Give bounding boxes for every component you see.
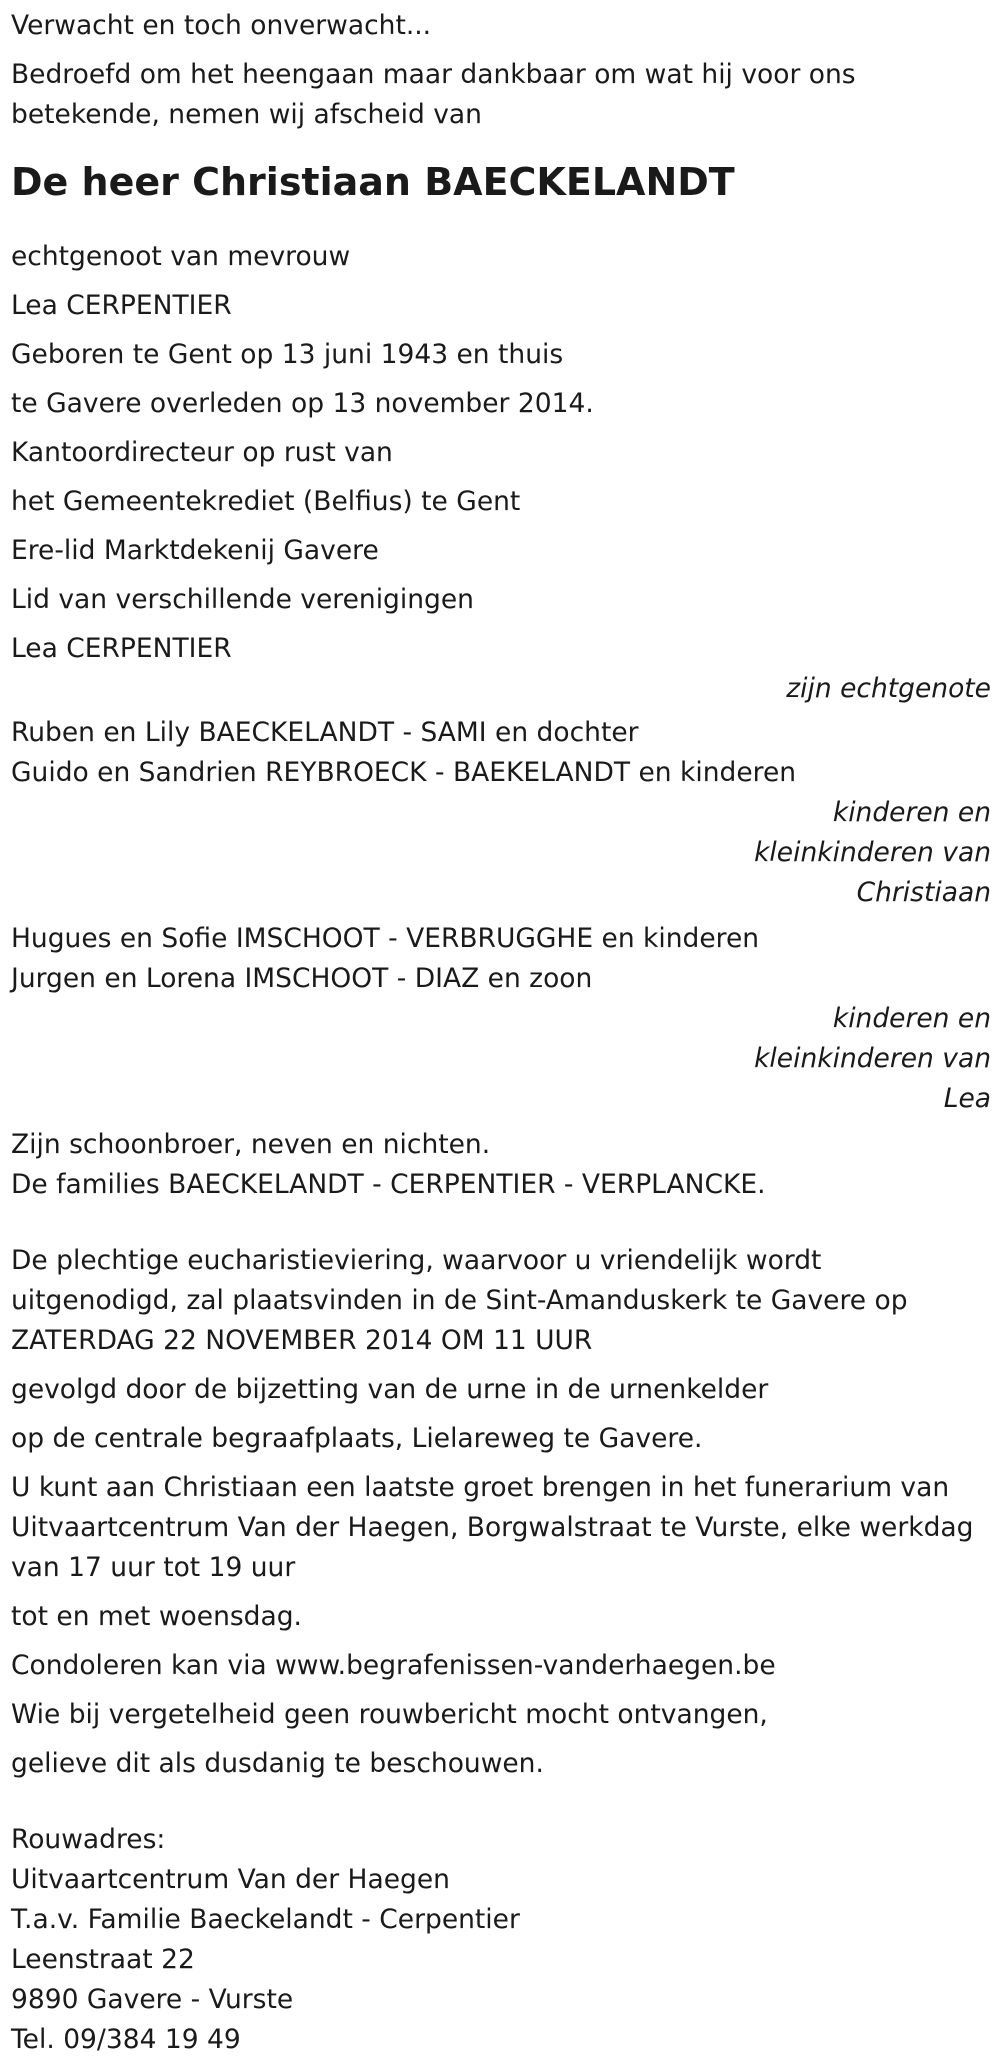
intro-line: Bedroefd om het heengaan maar dankbaar om wat hij voor ons (11, 59, 856, 90)
obituary-document (11, 0, 991, 2060)
address-line: T.a.v. Familie Baeckelandt - Cerpentier (11, 1904, 520, 1935)
family-role-line: Lea (943, 1083, 991, 1114)
intro-line: Verwacht en toch onverwacht... (11, 10, 432, 41)
intro-line: betekende, nemen wij afscheid van (11, 99, 482, 130)
address-line: Uitvaartcentrum Van der Haegen (11, 1864, 450, 1895)
ceremony-line: uitgenodigd, zal plaatsvinden in de Sint-Amanduskerk te Gavere op (11, 1285, 908, 1316)
detail-line: Geboren te Gent op 13 juni 1943 en thuis (11, 339, 564, 370)
detail-line: Lea CERPENTIER (11, 633, 232, 664)
ceremony-line: De plechtige eucharistieviering, waarvoor u vriendelijk wordt (11, 1245, 822, 1276)
detail-line: Ere-lid Marktdekenij Gavere (11, 535, 379, 566)
notice-line: gelieve dit als dusdanig te beschouwen. (11, 1748, 544, 1779)
deceased-name: De heer Christiaan BAECKELANDT (11, 160, 735, 204)
family-role-line: kinderen en (832, 1003, 991, 1034)
visit-line: van 17 uur tot 19 uur (11, 1552, 296, 1583)
address-line: 9890 Gavere - Vurste (11, 1984, 294, 2015)
visit-line: tot en met woensdag. (11, 1601, 302, 1632)
family-line: Ruben en Lily BAECKELANDT - SAMI en dochter (11, 717, 639, 748)
visit-line: U kunt aan Christiaan een laatste groet brengen in het funerarium van (11, 1472, 950, 1503)
ceremony-line: op de centrale begraafplaats, Lielareweg te Gavere. (11, 1423, 703, 1454)
notice-line: Wie bij vergetelheid geen rouwbericht mocht ontvangen, (11, 1699, 768, 1730)
detail-line: het Gemeentekrediet (Belfius) te Gent (11, 486, 521, 517)
detail-line: Lid van verschillende verenigingen (11, 584, 474, 615)
spacer (11, 1205, 991, 1241)
family-role-line: kleinkinderen van (754, 1043, 991, 1074)
address-line: Leenstraat 22 (11, 1944, 195, 1975)
relatives-line: De families BAECKELANDT - CERPENTIER - VERPLANCKE. (11, 1169, 766, 1200)
relatives-line: Zijn schoonbroer, neven en nichten. (11, 1129, 491, 1160)
spacer (11, 1784, 991, 1820)
condolences-line: Condoleren kan via www.begrafenissen-vanderhaegen.be (11, 1650, 776, 1681)
family-line: Guido en Sandrien REYBROECK - BAEKELANDT en kinderen (11, 757, 797, 788)
detail-line: Lea CERPENTIER (11, 290, 232, 321)
family-role-line: kleinkinderen van (754, 837, 991, 868)
address-phone: Tel. 09/384 19 49 (11, 2024, 241, 2055)
family-role-line: kinderen en (832, 797, 991, 828)
family-line: Jurgen en Lorena IMSCHOOT - DIAZ en zoon (11, 963, 593, 994)
family-line: Hugues en Sofie IMSCHOOT - VERBRUGGHE en kinderen (11, 923, 760, 954)
visit-line: Uitvaartcentrum Van der Haegen, Borgwalstraat te Vurste, elke werkdag (11, 1512, 974, 1543)
ceremony-line: gevolgd door de bijzetting van de urne in de urnenkelder (11, 1374, 769, 1405)
spouse-role: zijn echtgenote (786, 673, 991, 704)
detail-line: Kantoordirecteur op rust van (11, 437, 393, 468)
detail-line: echtgenoot van mevrouw (11, 241, 351, 272)
family-role-line: Christiaan (856, 877, 991, 908)
address-heading: Rouwadres: (11, 1824, 166, 1855)
ceremony-date: ZATERDAG 22 NOVEMBER 2014 OM 11 UUR (11, 1325, 593, 1356)
detail-line: te Gavere overleden op 13 november 2014. (11, 388, 594, 419)
